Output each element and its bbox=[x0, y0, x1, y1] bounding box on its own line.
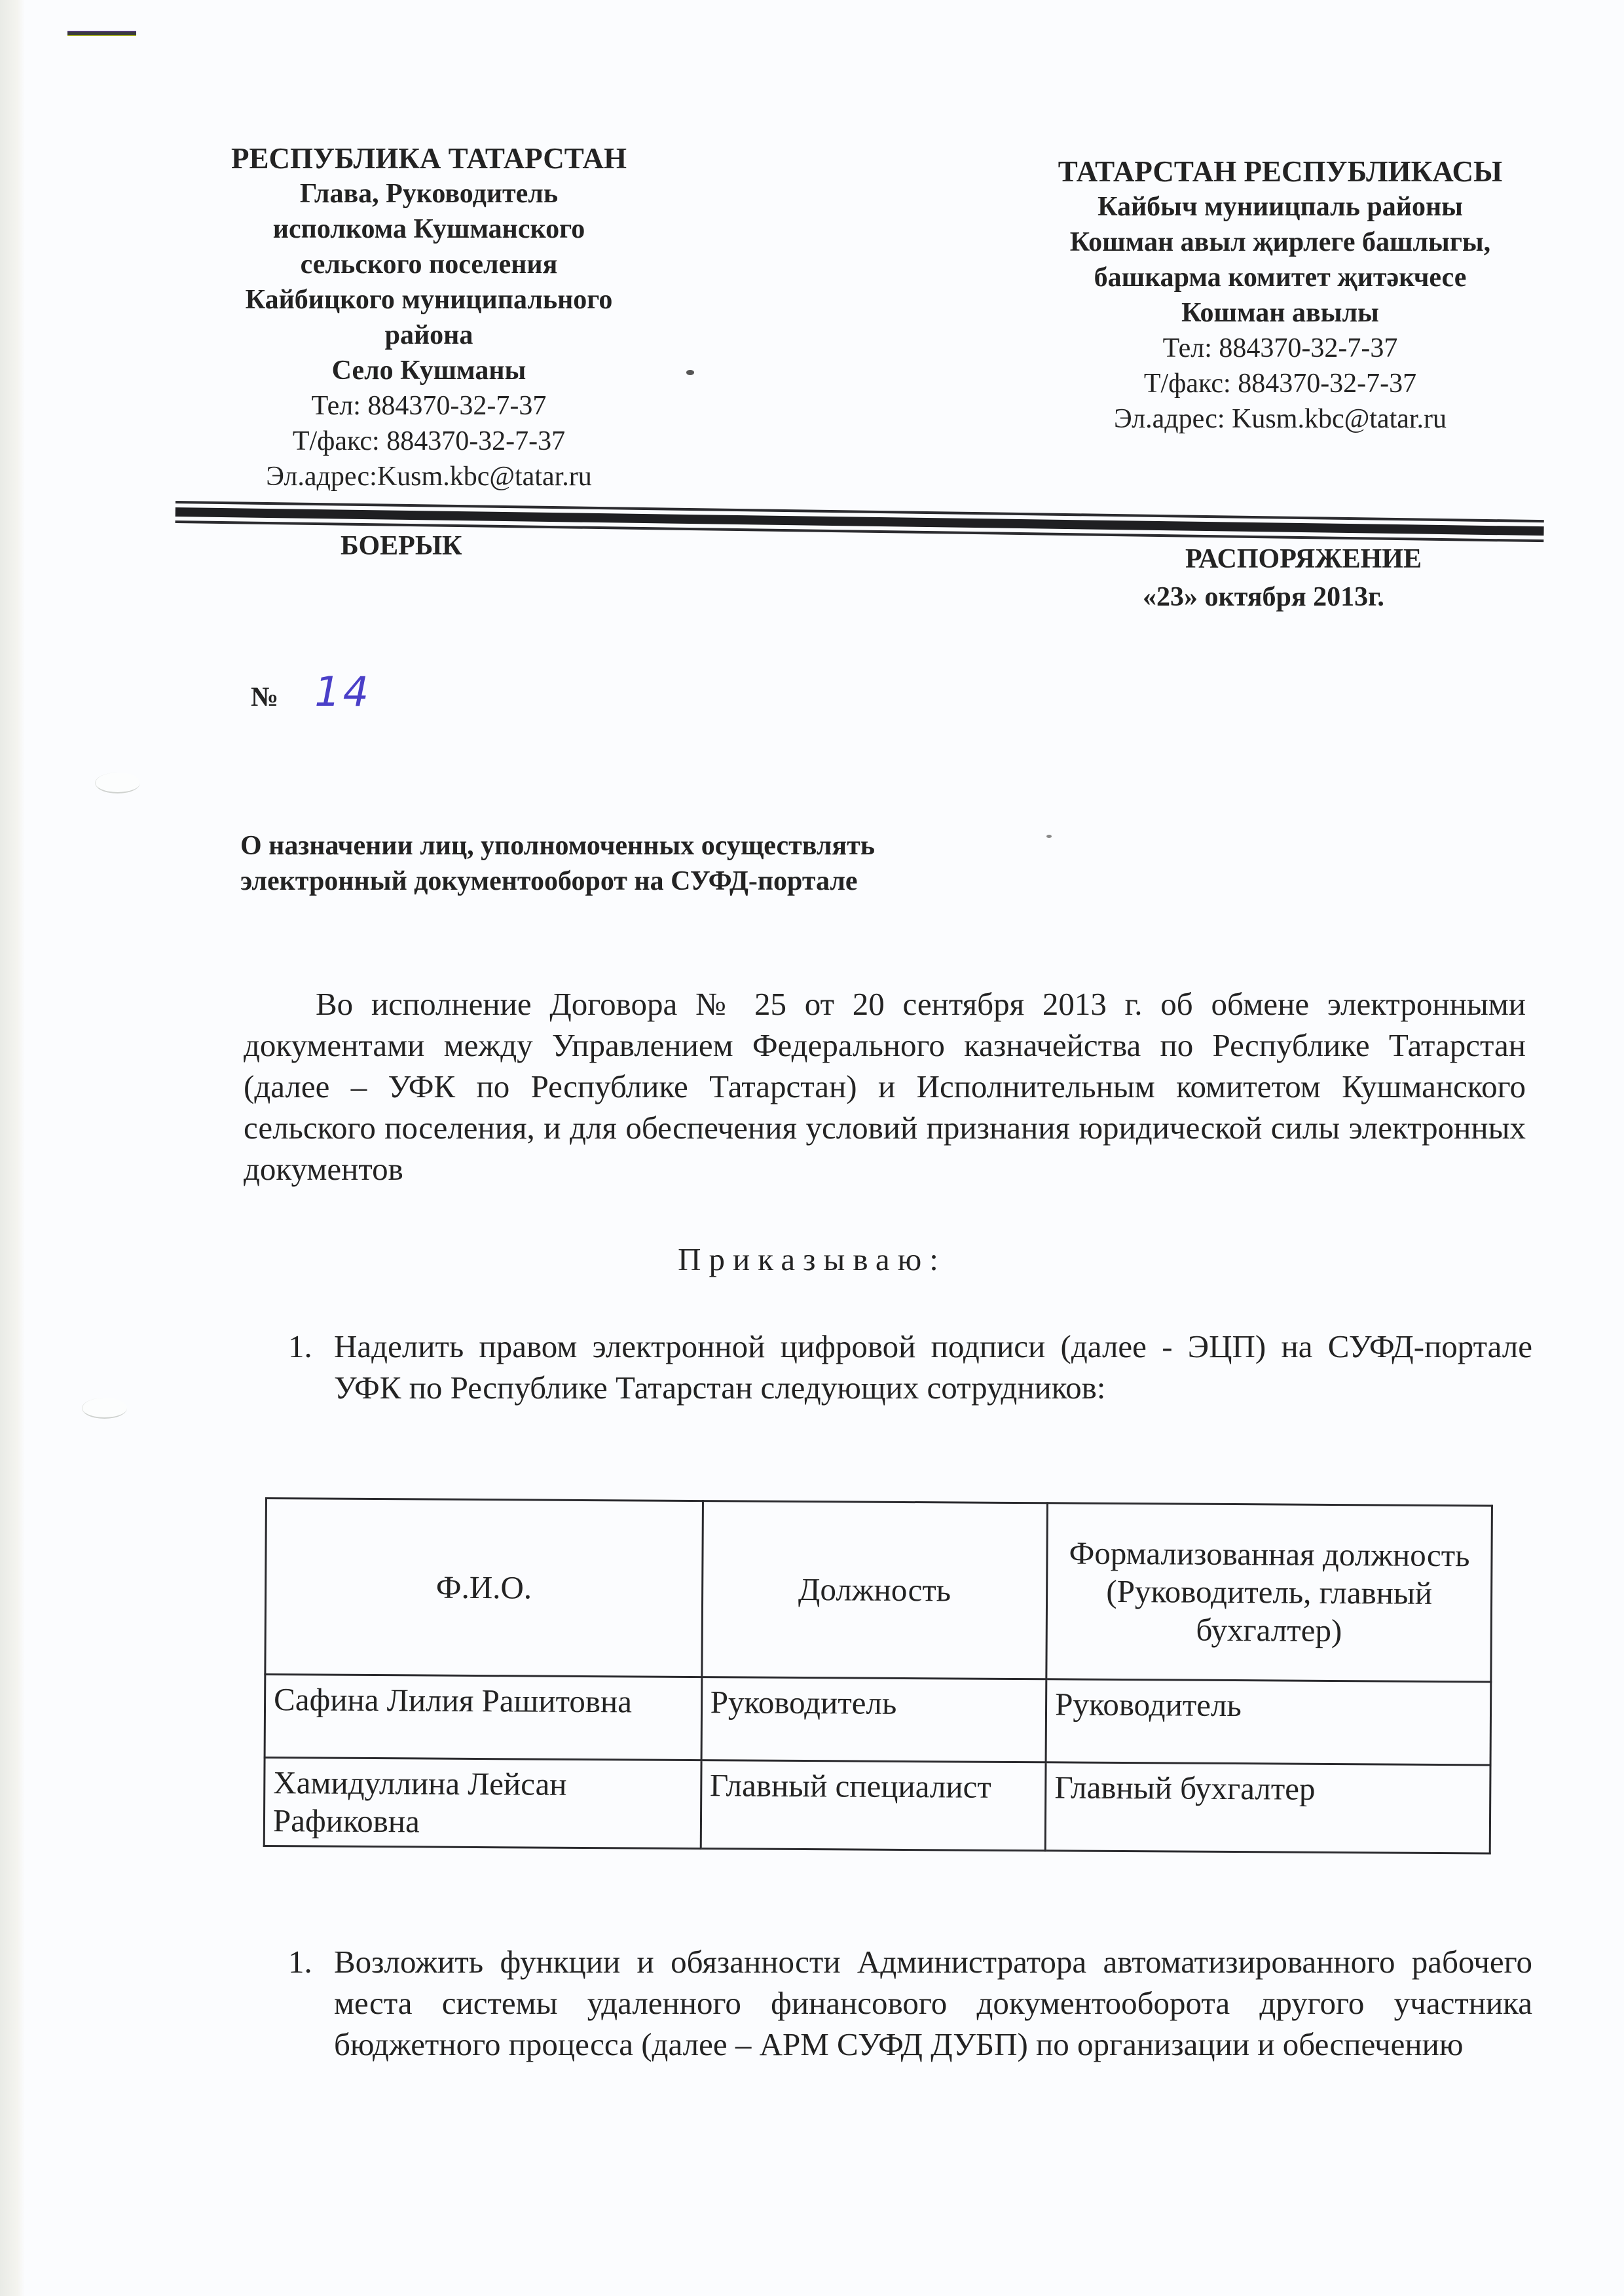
letterhead-email: Эл.адрес:Kusm.kbc@tatar.ru bbox=[266, 462, 592, 492]
punch-hole bbox=[95, 773, 140, 793]
cell-name: Сафина Лилия Рашитовна bbox=[265, 1675, 701, 1760]
letterhead-line: исполкома Кушманского bbox=[272, 214, 585, 244]
number-label: № bbox=[251, 682, 279, 712]
column-header-formal-position: Формализованная должность (Руководитель, главный бухгалтер) bbox=[1046, 1503, 1492, 1682]
letterhead-title: РЕСПУБЛИКА ТАТАРСТАН bbox=[231, 142, 627, 175]
preamble-paragraph: Во исполнение Договора № 25 от 20 сентября 2013 г. об обмене электронными документами между Управлением Федерального казначейства по Республике Татарстан (далее – УФК по Республике Татарстан) и Исполнительным комитетом Кушманского сельского поселения, и для обеспечения условий признания юридической силы электронных документов bbox=[244, 986, 1526, 1187]
item-text: Наделить правом электронной цифровой подписи (далее - ЭЦП) на СУФД-портале УФК по Республике Татарстан следующих сотрудников: bbox=[334, 1328, 1532, 1406]
letterhead-russian bbox=[216, 141, 642, 494]
item-number: 1. bbox=[288, 1328, 312, 1364]
letterhead-line: района bbox=[384, 320, 473, 350]
item-number: 1. bbox=[288, 1944, 312, 1980]
column-header-position: Должность bbox=[701, 1501, 1047, 1679]
scan-speck bbox=[686, 370, 694, 375]
letterhead-line: Кайбыч муниицпаль районы bbox=[1098, 192, 1463, 222]
cell-position: Руководитель bbox=[701, 1677, 1046, 1762]
letterhead-line: башкарма комитет җитәкчесе bbox=[1094, 263, 1467, 293]
letterhead-fax: Т/факс: 884370-32-7-37 bbox=[292, 426, 566, 456]
document-date: «23» октября 2013г. bbox=[1143, 582, 1384, 612]
scan-speck bbox=[1046, 835, 1052, 838]
letterhead-title: ТАТАРСТАН РЕСПУБЛИКАСЫ bbox=[1058, 155, 1503, 188]
document-kind-tatar: БОЕРЫК bbox=[341, 531, 462, 561]
item-text: Возложить функции и обязанности Администратора автоматизированного рабочего места системы удаленного финансового документооборота другого участника бюджетного процесса (далее – АРМ СУФД ДУБП) по организации и обеспечению bbox=[334, 1944, 1532, 2062]
letterhead-tatar bbox=[1022, 154, 1539, 437]
column-header-name: Ф.И.О. bbox=[265, 1499, 703, 1677]
cell-formal-position: Руководитель bbox=[1046, 1679, 1491, 1765]
letterhead-phone: Тел: 884370-32-7-37 bbox=[1162, 333, 1398, 363]
letterhead-fax: Т/факс: 884370-32-7-37 bbox=[1143, 369, 1417, 399]
subject-line: О назначении лиц, уполномоченных осуществлять bbox=[240, 831, 875, 861]
letterhead-line: сельского поселения bbox=[300, 249, 558, 280]
scan-mark bbox=[67, 31, 136, 36]
cell-position: Главный специалист bbox=[701, 1760, 1046, 1851]
letterhead-line: Кайбицкого муниципального bbox=[245, 285, 613, 315]
document-kind-russian: РАСПОРЯЖЕНИЕ bbox=[1185, 544, 1422, 574]
table-row bbox=[264, 1758, 1490, 1853]
cell-formal-position: Главный бухгалтер bbox=[1045, 1762, 1490, 1853]
subject-line: электронный документооборот на СУФД-портале bbox=[240, 866, 858, 896]
letterhead-line: Глава, Руководитель bbox=[299, 179, 559, 209]
table-header-row bbox=[265, 1499, 1492, 1682]
letterhead-line: Кошман авыл җирлеге башлыгы, bbox=[1069, 227, 1491, 257]
punch-hole bbox=[82, 1398, 127, 1419]
letterhead-line: Село Кушманы bbox=[331, 355, 526, 386]
staff-table bbox=[263, 1497, 1493, 1854]
handwritten-number: 14 bbox=[314, 668, 372, 716]
letterhead-email: Эл.адрес: Kusm.kbc@tatar.ru bbox=[1113, 404, 1447, 434]
table-row bbox=[265, 1675, 1491, 1765]
order-word: Приказываю: bbox=[678, 1241, 946, 1277]
scan-page-edge bbox=[0, 0, 25, 2296]
cell-name: Хамидуллина Лейсан Рафиковна bbox=[264, 1758, 701, 1849]
letterhead-phone: Тел: 884370-32-7-37 bbox=[311, 391, 547, 421]
letterhead-line: Кошман авылы bbox=[1181, 298, 1379, 328]
document-subject bbox=[240, 828, 875, 899]
document-number bbox=[251, 668, 371, 716]
